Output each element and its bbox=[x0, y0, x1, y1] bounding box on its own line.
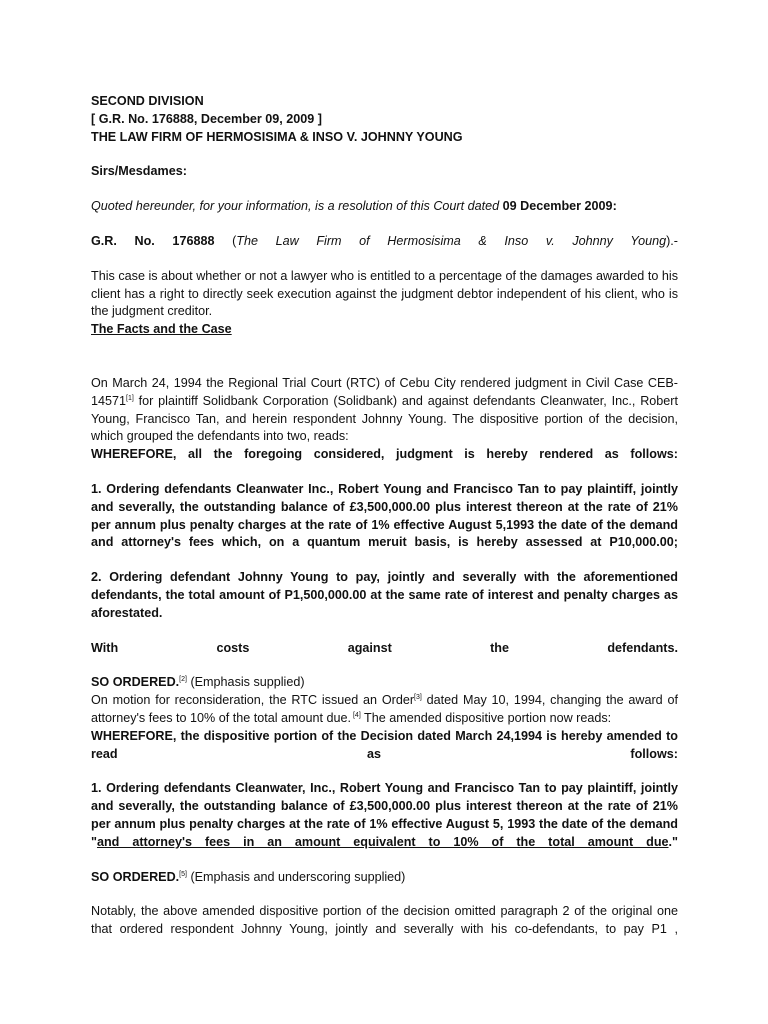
order-paragraph-2: 2. Ordering defendant Johnny Young to pay, jointly and severally with the aforementioned defendants, the total amount of P1,500,000.00 at the same rate of interest and penalty charges as aforestated. bbox=[91, 570, 678, 620]
salutation: Sirs/Mesdames: bbox=[91, 164, 187, 179]
footnote-ref-4: [4] bbox=[351, 711, 361, 719]
so-ordered-1 bbox=[91, 674, 678, 692]
wherefore-amended: WHEREFORE, the dispositive portion of the Decision dated March 24,1994 is hereby amended to read as follows: bbox=[91, 728, 678, 761]
costs-word: against bbox=[347, 640, 392, 655]
so-ordered-label-2: SO ORDERED. bbox=[91, 869, 180, 884]
facts-paragraph bbox=[91, 375, 678, 446]
emphasis-underscoring-note: (Emphasis and underscoring supplied) bbox=[186, 869, 406, 884]
emphasis-note: (Emphasis supplied) bbox=[186, 675, 305, 690]
so-ordered-2 bbox=[91, 869, 678, 887]
costs-line bbox=[91, 640, 678, 658]
gr-caption bbox=[91, 233, 678, 251]
costs-word: the bbox=[490, 640, 509, 655]
facts-text-part1: On March 24, 1994 the Regional Trial Court (RTC) of Cebu City rendered judgment in Civil Case CEB-14571 bbox=[91, 375, 678, 408]
motion-text-part2: dated May 10, 1994, changing the award of attorney's fees to 10% of the total amount due. bbox=[91, 693, 678, 725]
motion-paragraph bbox=[91, 692, 678, 728]
costs-word: defendants. bbox=[607, 640, 678, 655]
intro-paragraph: This case is about whether or not a lawyer who is entitled to a percentage of the damages awarded to his client has a right to directly seek execution against the judgment debtor independent of his client, who is the judgment creditor. bbox=[91, 268, 678, 319]
quoted-intro-text: Quoted hereunder, for your information, is a resolution of this Court dated bbox=[91, 199, 500, 214]
gr-number-heading: [ G.R. No. 176888, December 09, 2009 ] bbox=[91, 111, 323, 126]
costs-word: With bbox=[91, 640, 119, 655]
order-paragraph-1: 1. Ordering defendants Cleanwater Inc., Robert Young and Francisco Tan to pay plaintiff, jointly and severally, the outstanding balance of £3,500,000.00 plus interest thereon at the rate of 21% per annum plus penalty charges at the rate of 1% effective August 5,1993 the date of the demand and attorney's fees which, on a quantum meruit basis, is hereby assessed at P10,000.00; bbox=[91, 481, 678, 550]
wherefore-original: WHEREFORE, all the foregoing considered, judgment is hereby rendered as follows: bbox=[91, 447, 678, 462]
quoted-intro-paragraph bbox=[91, 198, 678, 216]
motion-text-part3: The amended dispositive portion now reads: bbox=[360, 710, 612, 725]
costs-word: costs bbox=[216, 640, 250, 655]
section-heading-facts: The Facts and the Case bbox=[91, 322, 232, 337]
amended-order-close: ." bbox=[668, 834, 678, 849]
footnote-ref-3: [3] bbox=[414, 693, 422, 701]
case-title-heading: THE LAW FIRM OF HERMOSISIMA & INSO V. JOHNNY YOUNG bbox=[91, 129, 463, 144]
footnote-ref-5: [5] bbox=[179, 870, 187, 878]
gr-caption-number: G.R. No. 176888 bbox=[91, 233, 215, 248]
motion-text-part1: On motion for reconsideration, the RTC issued an Order bbox=[91, 693, 415, 708]
resolution-date: 09 December 2009: bbox=[502, 199, 617, 214]
footnote-ref-1: [1] bbox=[126, 394, 134, 402]
amended-order-underlined: and attorney's fees in an amount equivalent to 10% of the total amount due bbox=[96, 834, 669, 849]
amended-order-paragraph bbox=[91, 780, 678, 851]
document-body bbox=[91, 93, 678, 939]
gr-caption-open: ( bbox=[214, 233, 237, 248]
gr-caption-case-name: The Law Firm of Hermosisima & Inso v. Johnny Young bbox=[236, 233, 667, 248]
footnote-ref-2: [2] bbox=[179, 676, 187, 684]
division-heading: SECOND DIVISION bbox=[91, 94, 204, 108]
notably-paragraph: Notably, the above amended dispositive portion of the decision omitted paragraph 2 of the original one that ordered respondent Johnny Young, jointly and severally with his co-defendants, to pay P1 , bbox=[91, 904, 678, 937]
so-ordered-label: SO ORDERED. bbox=[91, 675, 180, 690]
amended-order-text: 1. Ordering defendants Cleanwater, Inc., Robert Young and Francisco Tan to pay plaintiff, jointly and severally, the outstanding balance of £3,500,000.00 plus interest thereon at the rate of 21% per annum plus penalty charges at the rate of 1% effective August 5, 1993 the date of the demand " bbox=[91, 781, 678, 849]
facts-text-part2: for plaintiff Solidbank Corporation (Solidbank) and against defendants Cleanwater, Inc., Robert Young, Francisco Tan, and herein respondent Johnny Young. The dispositive portion of the decision, which grouped the defendants into two, reads: bbox=[91, 393, 678, 444]
gr-caption-close: ).- bbox=[666, 233, 678, 248]
